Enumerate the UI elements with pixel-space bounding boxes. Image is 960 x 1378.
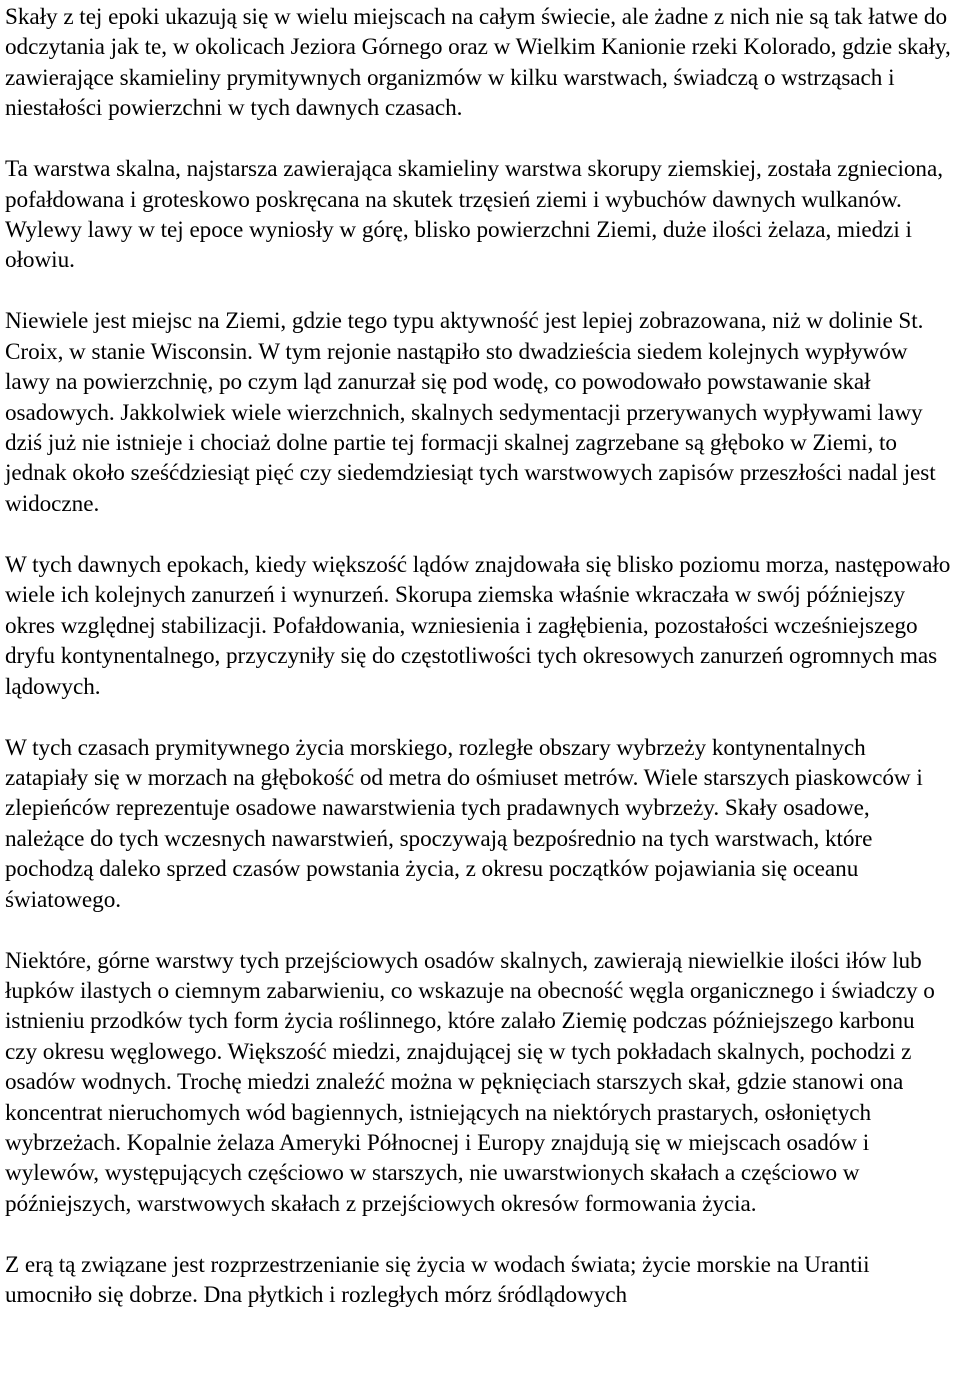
- document-page: [0, 2, 960, 1378]
- paragraph-1: Skały z tej epoki ukazują się w wielu miejscach na całym świecie, ale żadne z nich nie są tak łatwe do odczytania jak te, w okolicach Jeziora Górnego oraz w Wielkim Kanionie rzeki Kolorado, gdzie skały, zawierające skamieliny prymitywnych organizmów w kilku warstwach, świadczą o wstrząsach i niestałości powierzchni w tych dawnych czasach.: [5, 4, 951, 122]
- paragraph-7: Z erą tą związane jest rozprzestrzenianie się życia w wodach świata; życie morskie na Urantii umocniło się dobrze. Dna płytkich i rozległych mórz śródlądowych: [5, 1251, 870, 1309]
- paragraph-3: Niewiele jest miejsc na Ziemi, gdzie tego typu aktywność jest lepiej zobrazowana, niż w dolinie St. Croix, w stanie Wisconsin. W tym rejonie nastąpiło sto dwadzieścia siedem kolejnych wypływów lawy na powierzchnię, po czym ląd zanurzał się pod wodę, co powodowało powstawanie skał osadowych. Jakkolwiek wiele wierzchnich, skalnych sedymentacji przerywanych wypływami lawy dziś już nie istnieje i chociaż dolne partie tej formacji skalnej zagrzebane są głęboko w Ziemi, to jednak około sześćdziesiąt pięć czy siedemdziesiąt tych warstwowych zapisów przeszłości nadal jest widoczne.: [5, 308, 936, 517]
- paragraph-5: W tych czasach prymitywnego życia morskiego, rozległe obszary wybrzeży kontynentalnych zatapiały się w morzach na głębokość od metra do ośmiuset metrów. Wiele starszych piaskowców i zlepieńców reprezentuje osadowe nawarstwienia tych pradawnych wybrzeży. Skały osadowe, należące do tych wczesnych nawarstwień, spoczywają bezpośrednio na tych warstwach, które pochodzą daleko sprzed czasów powstania życia, z okresu początków pojawiania się oceanu światowego.: [5, 734, 923, 913]
- paragraph-2: Ta warstwa skalna, najstarsza zawierająca skamieliny warstwa skorupy ziemskiej, została zgnieciona, pofałdowana i groteskowo poskręcana na skutek trzęsień ziemi i wybuchów dawnych wulkanów. Wylewy lawy w tej epoce wyniosły w górę, blisko powierzchni Ziemi, duże ilości żelaza, miedzi i ołowiu.: [5, 156, 943, 274]
- paragraph-6: Niektóre, górne warstwy tych przejściowych osadów skalnych, zawierają niewielkie ilości iłów lub łupków ilastych o ciemnym zabarwieniu, co wskazuje na obecność węgla organicznego i świadczy o istnieniu przodków tych form życia roślinnego, które zalało Ziemię podczas późniejszego karbonu czy okresu węglowego. Większość miedzi, znajdującej się w tych pokładach skalnych, pochodzi z osadów wodnych. Trochę miedzi znaleźć można w pęknięciach starszych skał, gdzie stanowi ona koncentrat nieruchomych wód bagiennych, istniejących na niektórych prastarych, osłoniętych wybrzeżach. Kopalnie żelaza Ameryki Północnej i Europy znajdują się w miejscach osadów i wylewów, występujących częściowo w starszych, nie uwarstwionych skałach a częściowo w późniejszych, warstwowych skałach z przejściowych okresów formowania życia.: [5, 947, 935, 1217]
- paragraph-4: W tych dawnych epokach, kiedy większość lądów znajdowała się blisko poziomu morza, następowało wiele ich kolejnych zanurzeń i wynurzeń. Skorupa ziemska właśnie wkraczała w swój późniejszy okres względnej stabilizacji. Pofałdowania, wzniesienia i zagłębienia, pozostałości wcześniejszego dryfu kontynentalnego, przyczyniły się do częstotliwości tych okresowych zanurzeń ogromnych mas lądowych.: [5, 551, 951, 700]
